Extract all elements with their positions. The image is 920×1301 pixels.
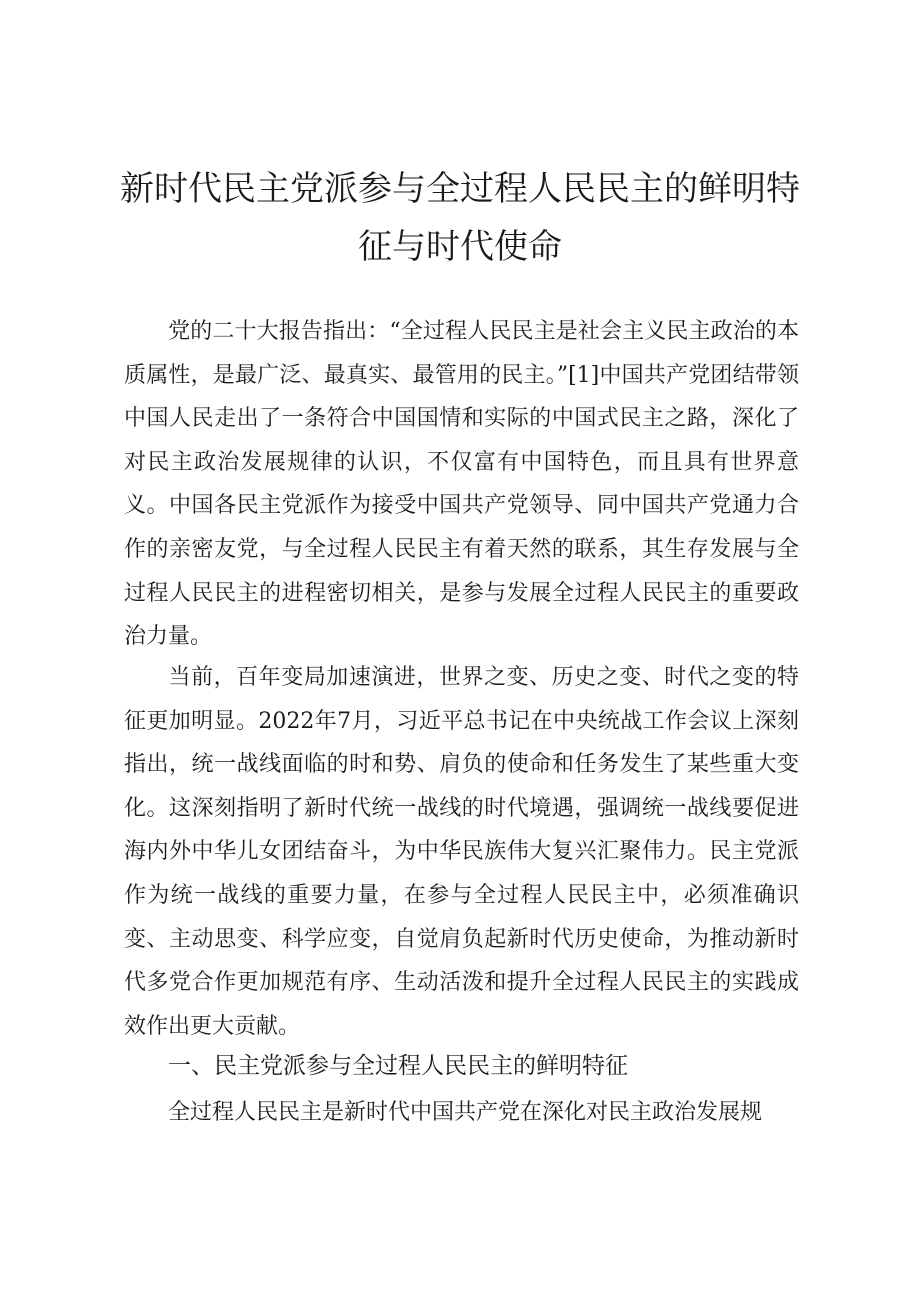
section-paragraph-text: 全过程人民民主是新时代中国共产党在深化对民主政治发展规 <box>168 1100 763 1125</box>
document-title: 新时代民主党派参与全过程人民民主的鲜明特征与时代使命 <box>120 169 800 267</box>
paragraph-2 <box>124 656 799 1048</box>
paragraph-1-text: 党的二十大报告指出：“全过程人民民主是社会主义民主政治的本质属性，是最广泛、最真实、最管用的民主。”[1]中国共产党团结带领中国人民走出了一条符合中国国情和实际的中国式民主之路，深化了对民主政治发展规律的认识，不仅富有中国特色，而且具有世界意义。中国各民主党派作为接受中国共产党领导、同中国共产党通力合作的亲密友党，与全过程人民民主有着天然的联系，其生存发展与全过程人民民主的进程密切相关，是参与发展全过程人民民主的重要政治力量。 <box>124 319 799 650</box>
section-paragraph <box>124 1091 799 1135</box>
paragraph-2-text: 当前，百年变局加速演进，世界之变、历史之变、时代之变的特征更加明显。2022年7月，习近平总书记在中央统战工作会议上深刻指出，统一战线面临的时和势、肩负的使命和任务发生了某些重大变化。这深刻指明了新时代统一战线的时代境遇，强调统一战线要促进海内外中华儿女团结奋斗，为中华民族伟大复兴汇聚伟力。民主党派作为统一战线的重要力量，在参与全过程人民民主中，必须准确识变、主动思变、科学应变，自觉肩负起新时代历史使命，为推动新时代多党合作更加规范有序、生动活泼和提升全过程人民民主的实践成效作出更大贡献。 <box>124 665 799 1039</box>
section-heading: 一、民主党派参与全过程人民民主的鲜明特征 <box>168 1053 628 1079</box>
paragraph-1 <box>124 310 799 659</box>
